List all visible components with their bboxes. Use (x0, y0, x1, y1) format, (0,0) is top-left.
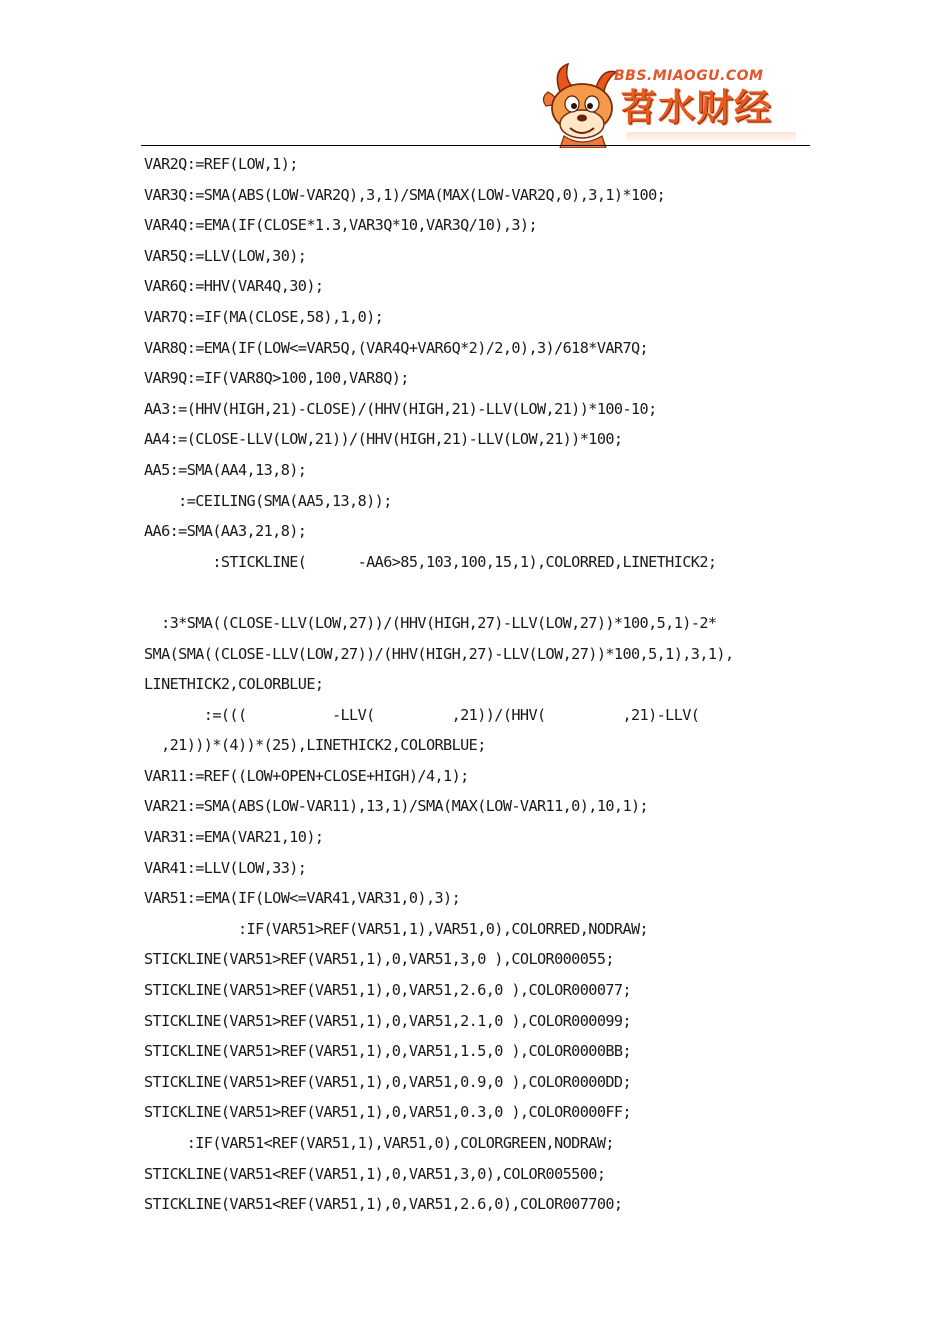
code-line: STICKLINE(VAR51<REF(VAR51,1),0,VAR51,3,0),COLOR005500; (144, 1164, 606, 1183)
code-line: VAR4Q:=EMA(IF(CLOSE*1.3,VAR3Q*10,VAR3Q/10),3); (144, 216, 538, 235)
code-line: VAR3Q:=SMA(ABS(LOW-VAR2Q),3,1)/SMA(MAX(LOW-VAR2Q,0),3,1)*100; (144, 185, 666, 204)
code-line: VAR51:=EMA(IF(LOW<=VAR41,VAR31,0),3); (144, 889, 461, 908)
code-line: SMA(SMA((CLOSE-LLV(LOW,27))/(HHV(HIGH,27)-LLV(LOW,27))*100,5,1),3,1), (144, 644, 734, 663)
code-line: STICKLINE(VAR51>REF(VAR51,1),0,VAR51,2.1,0 ),COLOR000099; (144, 1011, 631, 1030)
code-line: STICKLINE(VAR51>REF(VAR51,1),0,VAR51,1.5,0 ),COLOR0000BB; (144, 1042, 631, 1061)
code-line: VAR9Q:=IF(VAR8Q>100,100,VAR8Q); (144, 369, 409, 388)
code-line: VAR2Q:=REF(LOW,1); (144, 155, 298, 173)
page-header (0, 0, 950, 150)
code-line: AA4:=(CLOSE-LLV(LOW,21))/(HHV(HIGH,21)-LLV(LOW,21))*100; (144, 430, 623, 449)
code-line: AA3:=(HHV(HIGH,21)-CLOSE)/(HHV(HIGH,21)-LLV(LOW,21))*100-10; (144, 399, 657, 418)
code-line: :IF(VAR51>REF(VAR51,1),VAR51,0),COLORRED,NODRAW; (144, 919, 649, 938)
code-line: ,21)))*(4))*(25),LINETHICK2,COLORBLUE; (144, 736, 486, 755)
code-line: VAR41:=LLV(LOW,33); (144, 858, 307, 877)
code-line: :=CEILING(SMA(AA5,13,8)); (144, 491, 392, 510)
code-line: LINETHICK2,COLORBLUE; (144, 675, 324, 694)
code-line: :=((( -LLV( ,21))/(HHV( ,21)-LLV( (144, 705, 700, 724)
code-line (144, 577, 824, 608)
code-line: STICKLINE(VAR51<REF(VAR51,1),0,VAR51,2.6,0),COLOR007700; (144, 1195, 623, 1214)
formula-listing (144, 149, 824, 1220)
code-line: VAR11:=REF((LOW+OPEN+CLOSE+HIGH)/4,1); (144, 766, 469, 785)
site-logo (538, 62, 808, 148)
code-line: STICKLINE(VAR51>REF(VAR51,1),0,VAR51,3,0 ),COLOR000055; (144, 950, 614, 969)
logo-title-text: 苕水财经 (620, 86, 772, 129)
code-line: VAR6Q:=HHV(VAR4Q,30); (144, 277, 324, 296)
header-divider (141, 145, 810, 146)
code-line: VAR7Q:=IF(MA(CLOSE,58),1,0); (144, 307, 384, 326)
logo-url-text: BBS.MIAOGU.COM (614, 68, 764, 84)
code-line: AA5:=SMA(AA4,13,8); (144, 460, 307, 479)
logo-reflection (626, 132, 796, 144)
code-line: STICKLINE(VAR51>REF(VAR51,1),0,VAR51,2.6,0 ),COLOR000077; (144, 981, 631, 1000)
code-line: :STICKLINE( -AA6>85,103,100,15,1),COLORRED,LINETHICK2; (144, 552, 717, 571)
code-line: VAR21:=SMA(ABS(LOW-VAR11),13,1)/SMA(MAX(LOW-VAR11,0),10,1); (144, 797, 649, 816)
code-line: AA6:=SMA(AA3,21,8); (144, 522, 307, 541)
code-line: VAR8Q:=EMA(IF(LOW<=VAR5Q,(VAR4Q+VAR6Q*2)/2,0),3)/618*VAR7Q; (144, 338, 649, 357)
code-line: STICKLINE(VAR51>REF(VAR51,1),0,VAR51,0.3,0 ),COLOR0000FF; (144, 1103, 631, 1122)
code-line: STICKLINE(VAR51>REF(VAR51,1),0,VAR51,0.9,0 ),COLOR0000DD; (144, 1072, 631, 1091)
code-line: :3*SMA((CLOSE-LLV(LOW,27))/(HHV(HIGH,27)-LLV(LOW,27))*100,5,1)-2* (144, 613, 717, 632)
code-line: VAR5Q:=LLV(LOW,30); (144, 246, 307, 265)
code-line: :IF(VAR51<REF(VAR51,1),VAR51,0),COLORGREEN,NODRAW; (144, 1134, 614, 1152)
code-line: VAR31:=EMA(VAR21,10); (144, 828, 324, 847)
